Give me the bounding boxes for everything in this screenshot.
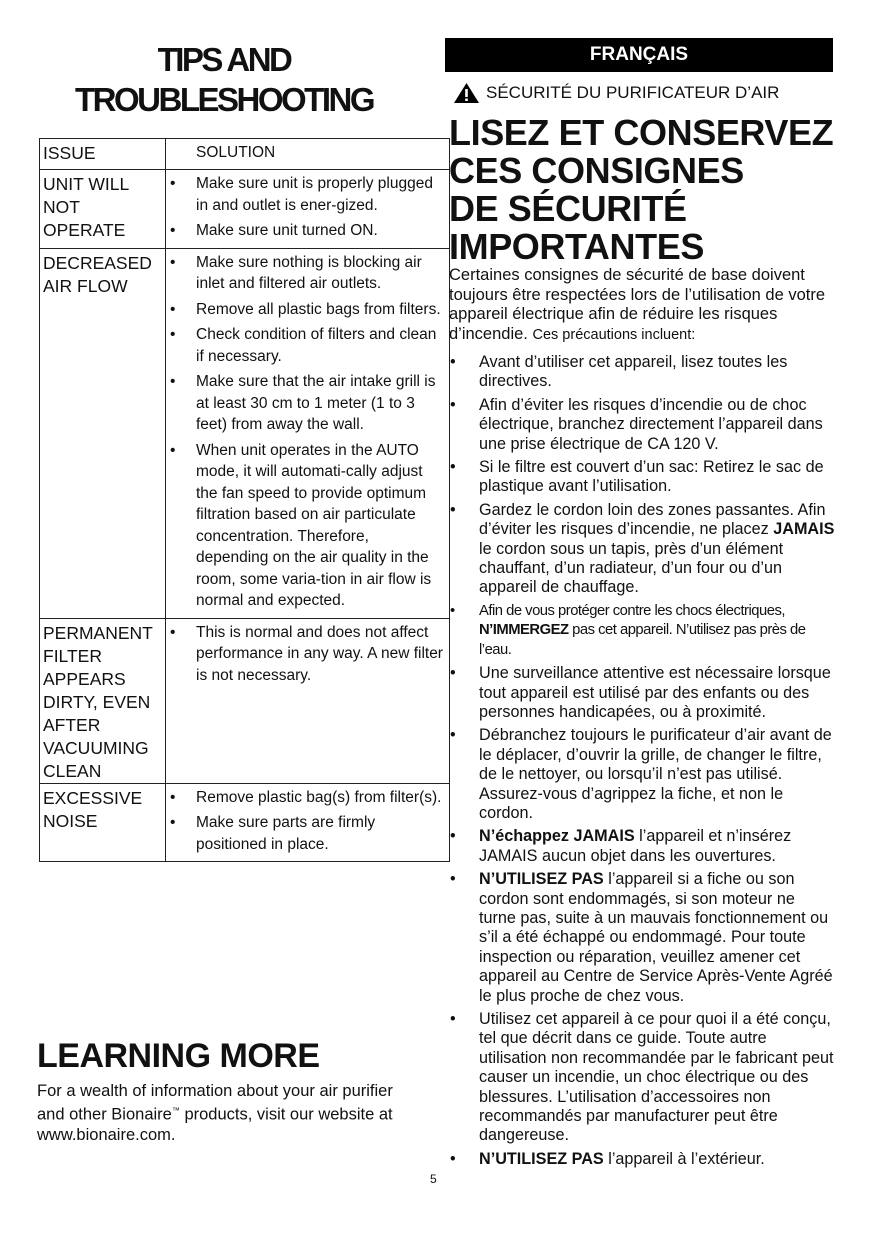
safety-item: • N’UTILISEZ PAS l’appareil si a fiche ou son cordon sont endommagés, si son moteur ne turne pas, suite à un mauvais fonctionnement ou s’il a été échappé ou endommagé. Pour toute inspection ou réparation, veuillez amener cet appareil au Centre de Service Après-Vente Agréé le plus proche de chez vous. [450, 870, 833, 1005]
solution-item: • Make sure unit turned ON. [166, 220, 445, 242]
solution-item: • Make sure that the air intake grill is at least 30 cm to 1 meter (1 to 3 feet) from away the wall. [170, 373, 436, 433]
safety-intro: Certaines consignes de sécurité de base doivent toujours être respectées lors de l’utilisation de votre appareil électrique afin de réduire les risques d’incendie. Ces précautions incluent: [449, 266, 826, 343]
bullet: • [450, 1010, 456, 1028]
solution-item: • Remove plastic bag(s) from filter(s). [166, 787, 445, 809]
solution-item: • Make sure unit is properly plugged in and outlet is ener-gized. [170, 175, 433, 214]
bullet: • [170, 300, 176, 318]
bullet: • [450, 827, 456, 846]
solution-item: • This is normal and does not affect performance in any way. A new filter is not necessary. [170, 623, 443, 684]
table-row [40, 248, 450, 618]
language-banner: FRANÇAIS [445, 38, 833, 72]
solution-cell [166, 618, 450, 783]
solution-item: • Remove all plastic bags from filters. [166, 299, 445, 321]
table-row [40, 618, 450, 783]
bullet: • [450, 500, 456, 519]
bullet: • [170, 788, 176, 806]
bullet: • [170, 623, 176, 641]
safety-item: • Afin d’éviter les risques d’incendie ou de choc électrique, branchez directement l’appareil dans une prise électrique de CA 120 V. [450, 395, 823, 453]
safety-item: • N’échappez JAMAIS l’appareil et n’insérez JAMAIS aucun objet dans les ouvertures. [450, 827, 792, 865]
bullet: • [450, 395, 456, 414]
bullet: • [450, 353, 456, 371]
solution-item: • Make sure parts are firmly positioned in place. [170, 814, 376, 853]
bullet: • [450, 870, 456, 889]
issue-cell: UNIT WILL NOT OPERATE [40, 170, 166, 249]
safety-item: • Une surveillance attentive est nécessaire lorsque tout appareil est utilisé par des enfants ou des personnes handicapées, ou à proximité. [450, 664, 831, 721]
issue-header: ISSUE [40, 139, 166, 170]
trademark-symbol: ™ [171, 1106, 180, 1115]
bullet: • [450, 602, 455, 619]
table-row [40, 170, 450, 249]
safety-title: LISEZ ET CONSERVEZ CES CONSIGNES DE SÉCURITÉ IMPORTANTES [449, 112, 834, 267]
issue-cell: PERMANENT FILTER APPEARS DIRTY, EVEN AFTER VACUUMING CLEAN [40, 618, 166, 783]
safety-item: • Si le filtre est couvert d’un sac: Retirez le sac de plastique avant l’utilisation. [450, 458, 824, 496]
bullet: • [170, 222, 176, 239]
bullet: • [170, 814, 176, 831]
bullet: • [450, 458, 456, 477]
table-header-row [40, 139, 450, 170]
bullet: • [450, 1149, 456, 1168]
table-row [40, 783, 450, 862]
safety-item: • N’UTILISEZ PAS l’appareil à l’extérieur. [450, 1149, 765, 1168]
solution-header: SOLUTION [166, 139, 450, 170]
safety-item: • Utilisez cet appareil à ce pour quoi il a été conçu, tel que décrit dans ce guide. Toute autre utilisation non recommandée par le fabricant peut causer un incendie, un choc électrique ou des blessures. L’utilisation d’accessoires non recommandés par manufacturer peut être dangereuse. [450, 1010, 834, 1145]
warning-triangle-icon [453, 82, 480, 104]
troubleshooting-title: TIPS AND TROUBLESHOOTING [75, 41, 373, 118]
bullet: • [170, 175, 176, 192]
solution-item: • Make sure nothing is blocking air inlet and filtered air outlets. [170, 253, 422, 292]
bullet: • [450, 664, 456, 683]
solution-item: • Check condition of filters and clean if necessary. [170, 326, 437, 365]
solution-cell [166, 248, 450, 618]
left-column [37, 40, 443, 862]
bullet: • [170, 373, 176, 390]
page-number: 5 [430, 1172, 437, 1186]
troubleshooting-table [39, 138, 450, 862]
learning-more-text: For a wealth of information about your air purifier and other Bionaire™ products, visit our website at www.bionaire.com. [37, 1082, 393, 1144]
issue-cell: EXCESSIVE NOISE [40, 783, 166, 862]
solution-cell [166, 170, 450, 249]
safety-heading: SÉCURITÉ DU PURIFICATEUR D’AIR [445, 82, 835, 104]
safety-list [445, 353, 835, 1169]
learning-more-title: LEARNING MORE [37, 1037, 320, 1075]
right-column [445, 38, 835, 1173]
bullet: • [450, 726, 456, 745]
solution-cell [166, 783, 450, 862]
safety-item: • Débranchez toujours le purificateur d’air avant de le déplacer, d’ouvrir la grille, de changer le filtre, de le nettoyer, ou lorsqu’il n’est pas utilisé. Assurez-vous d’agrippez la fiche, et non le cordon. [450, 726, 832, 822]
bullet: • [170, 441, 176, 459]
safety-item: • Afin de vous protéger contre les chocs électriques, N’IMMERGEZ pas cet appareil. N’utilisez pas près de l’eau. [450, 602, 806, 658]
bullet: • [170, 253, 176, 271]
solution-item: • When unit operates in the AUTO mode, it will automati-cally adjust the fan speed to provide optimum filtration based on air particulate concentration. Therefore, depending on the air quality in the room, some varia-tion in air flow is normal and expected. [170, 441, 432, 609]
safety-item: • Avant d’utiliser cet appareil, lisez toutes les directives. [450, 353, 788, 391]
safety-item: • Gardez le cordon loin des zones passantes. Afin d’éviter les risques d’incendie, ne placez JAMAIS le cordon sous un tapis, près d’un élément chauffant, d’un radiateur, d’un four ou d’un appareil de chauffage. [450, 500, 835, 597]
bullet: • [170, 326, 176, 343]
issue-cell: DECREASED AIR FLOW [40, 248, 166, 618]
